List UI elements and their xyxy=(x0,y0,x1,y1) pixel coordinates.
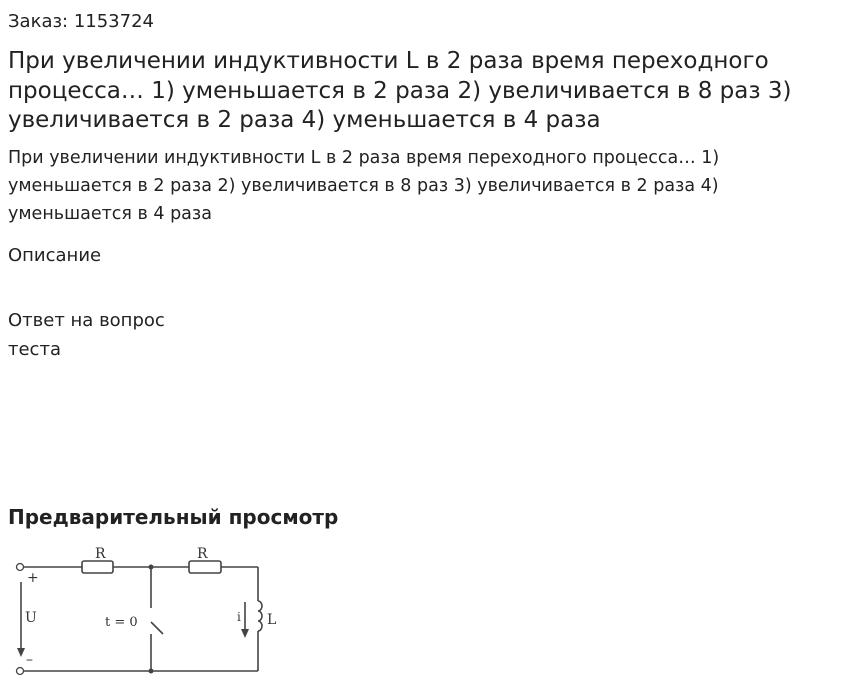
current-arrowhead xyxy=(241,629,249,638)
terminal-bottom xyxy=(17,668,24,675)
resistor-2 xyxy=(189,561,221,573)
question-title: При увеличении индуктивности L в 2 раза время переходного процесса… 1) уменьшается в 2 раза 2) увеличивается в 8 раз 3) увеличивается в 2 раза 4) уменьшается в 4 раза xyxy=(8,48,792,133)
resistor-1-label: R xyxy=(95,546,106,562)
description-heading: Описание xyxy=(8,245,102,266)
junction-bottom xyxy=(149,669,154,674)
circuit-diagram xyxy=(8,538,293,687)
voltage-label: U xyxy=(25,610,37,626)
switch-blade xyxy=(151,622,163,634)
junction-top xyxy=(149,565,154,570)
order-number: Заказ: 1153724 xyxy=(8,11,154,32)
resistor-2-label: R xyxy=(197,546,208,562)
inductor-label: L xyxy=(267,612,277,628)
voltage-arrowhead xyxy=(17,648,25,657)
resistor-1 xyxy=(82,561,113,573)
current-label: i xyxy=(237,610,241,624)
switch-time-label: t = 0 xyxy=(105,615,138,630)
question-text: При увеличении индуктивности L в 2 раза время переходного процесса… 1) уменьшается в 2 раза 2) увеличивается в 8 раз 3) увеличивается в 2 раза 4) уменьшается в 4 раза xyxy=(8,148,720,224)
plus-label: + xyxy=(27,570,39,586)
terminal-top xyxy=(17,564,24,571)
answer-text: Ответ на вопрос теста xyxy=(8,310,165,360)
inductor-coil xyxy=(258,601,262,631)
minus-label: – xyxy=(26,652,33,668)
preview-heading: Предварительный просмотр xyxy=(8,505,339,529)
